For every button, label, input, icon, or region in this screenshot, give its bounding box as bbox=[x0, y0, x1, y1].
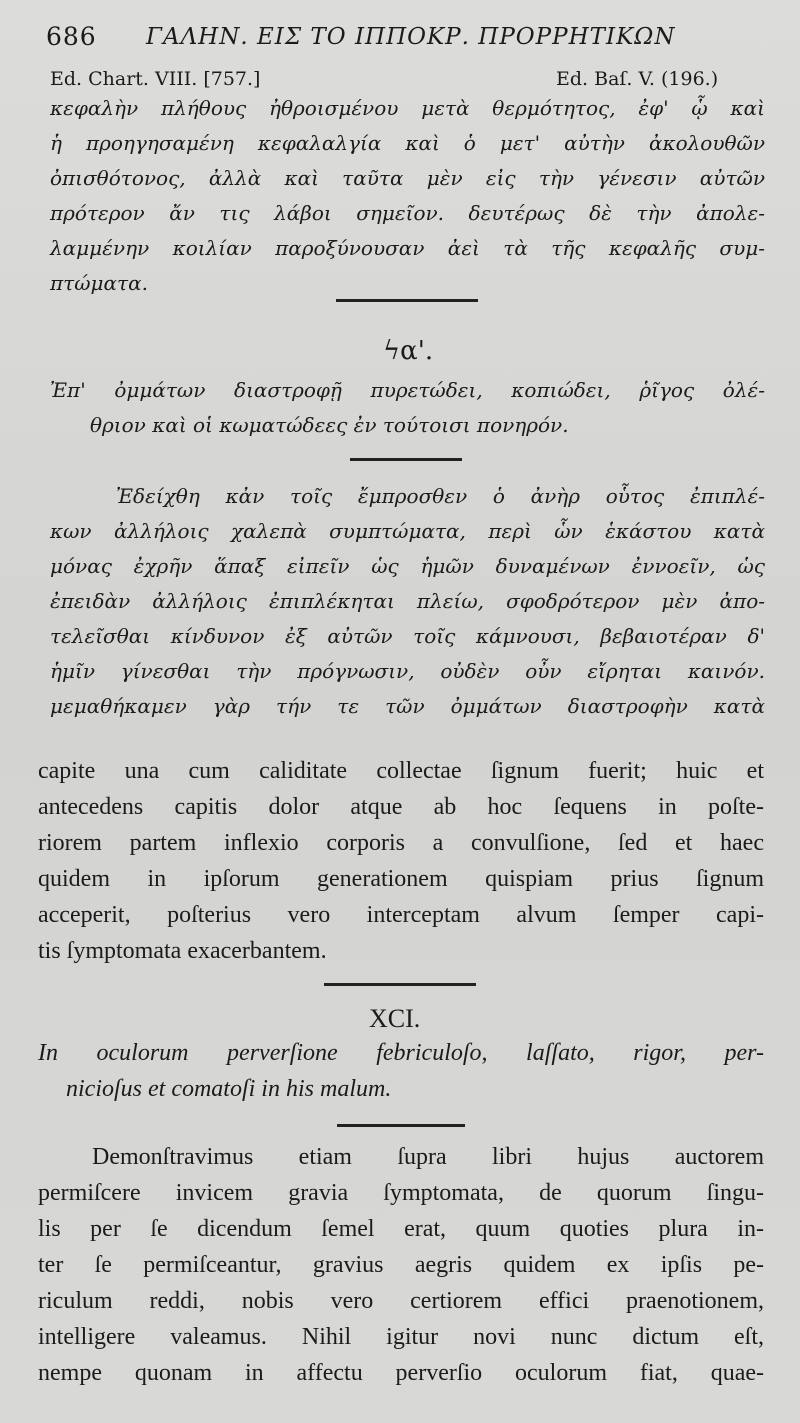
text-line: κων ἀλλήλοις χαλεπὰ συμπτώματα, περὶ ὧν ἑκάστου κατὰ bbox=[50, 519, 765, 543]
text-line: Demonſtravimus etiam ſupra libri hujus auctorem bbox=[92, 1144, 764, 1170]
text-line: ter ſe permiſceantur, gravius aegris quidem ex ipſis pe- bbox=[38, 1252, 764, 1278]
text-line: lis per ſe dicendum ſemel erat, quum quoties plura in- bbox=[38, 1216, 764, 1242]
running-title: ΓΑΛΗΝ. ΕΙΣ ΤΟ ΙΠΠΟΚΡ. ΠΡΟΡΡΗΤΙΚΩΝ bbox=[146, 24, 676, 50]
text-line: Ἐπ' ὀμμάτων διαστροφῇ πυρετώδει, κοπιώδει, ῥῖγος ὀλέ- bbox=[50, 378, 765, 402]
text-line: nicioſus et comatoſi in his malum. bbox=[66, 1076, 392, 1102]
text-line: πρότερον ἄν τις λάβοι σημεῖον. δευτέρως δὲ τὴν ἀπολε- bbox=[50, 201, 765, 225]
edition-reference-right: Ed. Baſ. V. (196.) bbox=[556, 68, 719, 90]
text-line: permiſcere invicem gravia ſymptomata, de quorum ſingu- bbox=[38, 1180, 764, 1206]
text-line: τελεῖσθαι κίνδυνον ἐξ αὐτῶν τοῖς κάμνουσι, βεβαιοτέραν δ' bbox=[50, 624, 765, 648]
text-line: tis ſymptomata exacerbantem. bbox=[38, 938, 327, 964]
text-line: acceperit, poſterius vero interceptam alvum ſemper capi- bbox=[38, 902, 764, 928]
text-line: μόνας ἐχρῆν ἅπαξ εἰπεῖν ὡς ἡμῶν δυναμένων ἐννοεῖν, ὡς bbox=[50, 554, 765, 578]
section-divider bbox=[336, 299, 478, 302]
text-line: ἡμῖν γίνεσθαι τὴν πρόγνωσιν, οὐδὲν οὖν εἴρηται καινόν. bbox=[50, 659, 765, 683]
text-line: capite una cum caliditate collectae ſignum fuerit; huic et bbox=[38, 758, 764, 784]
section-divider bbox=[350, 458, 462, 461]
section-divider bbox=[324, 983, 476, 986]
text-line: πτώματα. bbox=[50, 271, 148, 295]
text-line: antecedens capitis dolor atque ab hoc ſequens in poſte- bbox=[38, 794, 764, 820]
section-divider bbox=[337, 1124, 465, 1127]
latin-section-number: XCI. bbox=[369, 1004, 421, 1033]
text-line: ὀπισθότονος, ἀλλὰ καὶ ταῦτα μὲν εἰς τὴν γένεσιν αὐτῶν bbox=[50, 166, 765, 190]
text-line: ἡ προηγησαμένη κεφαλαλγία καὶ ὁ μετ' αὐτὴν ἀκολουθῶν bbox=[50, 131, 765, 155]
text-line: ἐπειδὰν ἀλλήλοις ἐπιπλέκηται πλείω, σφοδρότερον μὲν ἀπο- bbox=[50, 589, 765, 613]
text-line: In oculorum perverſione febriculoſo, laſſato, rigor, per- bbox=[38, 1040, 764, 1066]
text-line: λαμμένην κοιλίαν παροξύνουσαν ἀεὶ τὰ τῆς κεφαλῆς συμ- bbox=[50, 236, 765, 260]
text-line: μεμαθήκαμεν γὰρ τήν τε τῶν ὀμμάτων διαστροφὴν κατὰ bbox=[50, 694, 765, 718]
text-line: quidem in ipſorum generationem quispiam prius ſignum bbox=[38, 866, 764, 892]
text-line: Ἐδείχθη κἀν τοῖς ἔμπροσθεν ὁ ἀνὴρ οὗτος ἐπιπλέ- bbox=[116, 484, 765, 508]
greek-section-number: ϟα'. bbox=[383, 336, 434, 366]
text-line: riculum reddi, nobis vero certiorem effici praenotionem, bbox=[38, 1288, 764, 1314]
page-number: 686 bbox=[46, 22, 97, 51]
text-line: κεφαλὴν πλήθους ἠθροισμένου μετὰ θερμότητος, ἐφ' ᾧ καὶ bbox=[50, 96, 765, 120]
text-line: nempe quonam in affectu perverſio oculorum fiat, quae- bbox=[38, 1360, 764, 1386]
text-line: intelligere valeamus. Nihil igitur novi nunc dictum eſt, bbox=[38, 1324, 764, 1350]
edition-reference-left: Ed. Chart. VIII. [757.] bbox=[50, 68, 261, 90]
text-line: riorem partem inflexio corporis a convulſione, ſed et haec bbox=[38, 830, 764, 856]
text-line: θριον καὶ οἱ κωματώδεες ἐν τούτοισι πονηρόν. bbox=[90, 413, 569, 437]
